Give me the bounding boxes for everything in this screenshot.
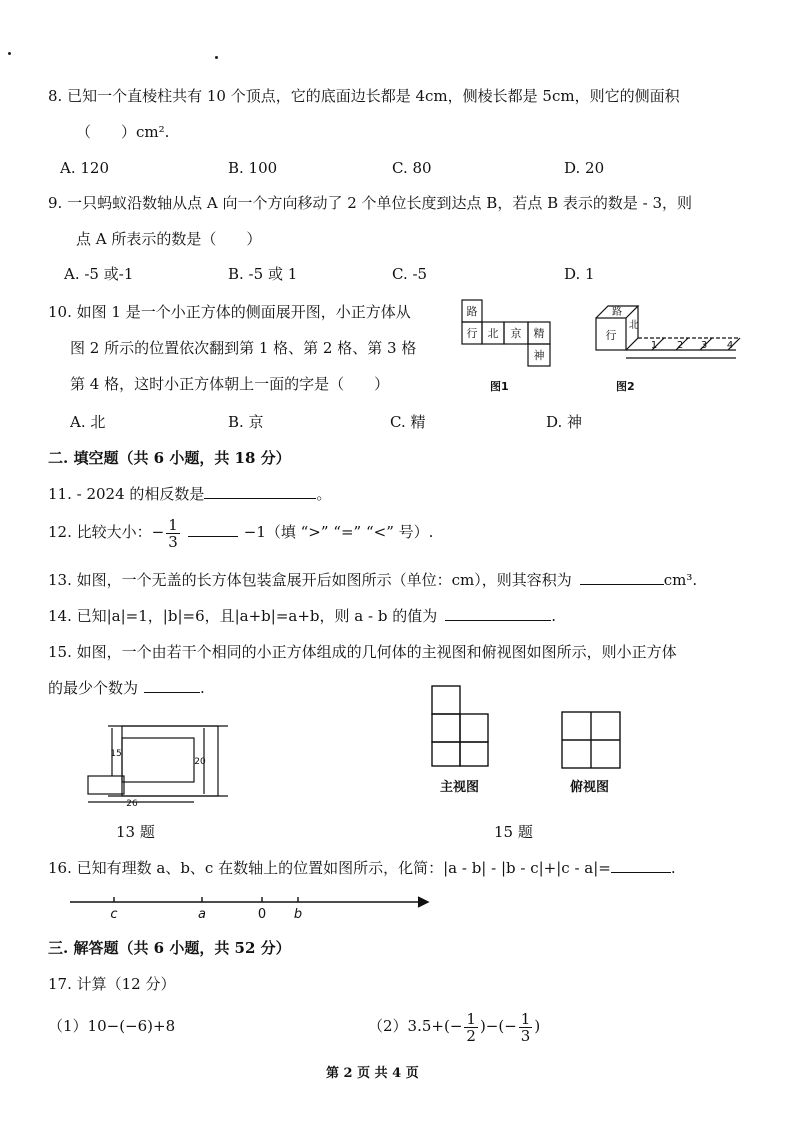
top-view-caption: 俯视图	[570, 780, 610, 795]
cube-grid-figure	[590, 298, 750, 370]
q13-answer-blank	[580, 570, 664, 585]
q11	[48, 484, 331, 504]
box-net-figure	[78, 716, 228, 808]
q15-line2-text: 的最少个数为	[48, 679, 139, 697]
cube-net-figure	[458, 296, 558, 370]
net-char-lu: 路	[466, 305, 478, 318]
scan-speck	[8, 52, 11, 55]
q14-text: 14. 已知|a|=1，|b|=6，且|a+b|=a+b，则 a - b 的值为	[48, 607, 438, 625]
q10-option-a: A. 北	[70, 413, 106, 431]
q17-part2-prefix: （2）3.5+(−	[368, 1017, 463, 1035]
q10-line2: 图 2 所示的位置依次翻到第 1 格、第 2 格、第 3 格	[70, 339, 417, 357]
q9-option-d: D. 1	[564, 265, 595, 283]
q9-option-b: B. -5 或 1	[228, 265, 298, 283]
q14-answer-blank	[445, 606, 551, 621]
cube-side-char: 北	[629, 320, 639, 331]
scan-speck	[215, 56, 218, 59]
q13-text: 13. 如图，一个无盖的长方体包装盒展开后如图所示（单位：cm），则其容积为	[48, 571, 572, 589]
q9-option-a: A. -5 或-1	[64, 265, 134, 283]
grid-label-3: 3	[700, 340, 708, 351]
q17-frac-a	[464, 1011, 478, 1044]
q14	[48, 606, 556, 626]
q10-line3: 第 4 格，这时小正方体朝上一面的字是（ ）	[70, 375, 390, 393]
axis-label-b: b	[293, 907, 303, 922]
q10-option-b: B. 京	[228, 413, 264, 431]
fig2-caption: 图2	[616, 380, 635, 393]
q10-option-d: D. 神	[546, 413, 583, 431]
q9-option-c: C. -5	[392, 265, 428, 283]
q12-answer-blank	[188, 522, 238, 537]
front-view-caption: 主视图	[440, 780, 480, 795]
section2-heading: 二. 填空题（共 6 小题，共 18 分）	[48, 449, 291, 467]
q17-frac-b	[519, 1011, 533, 1044]
q11-answer-blank	[204, 484, 316, 499]
page-footer: 第 2 页 共 4 页	[326, 1066, 419, 1081]
q14-end: .	[551, 607, 556, 625]
q12-fraction	[166, 517, 180, 550]
q13-unit: cm³.	[663, 571, 698, 589]
axis-label-a: a	[198, 907, 206, 922]
q8-option-c: C. 80	[392, 159, 432, 177]
q17-part2-mid: )−(−	[479, 1017, 517, 1035]
q17-frac-a-num: 1	[466, 1009, 476, 1028]
q17-part2-end: )	[534, 1017, 541, 1035]
q17-frac-b-num: 1	[520, 1009, 531, 1028]
q11-text: 11. - 2024 的相反数是	[48, 485, 205, 503]
q11-end: 。	[316, 485, 332, 503]
q8-option-b: B. 100	[228, 159, 278, 177]
dim-label-26: 26	[126, 799, 138, 808]
q16	[48, 858, 676, 878]
grid-label-1: 1	[650, 340, 658, 351]
q17-part1: （1）10−(−6)+8	[48, 1017, 176, 1035]
q12-prefix: 12. 比较大小：−	[48, 523, 165, 541]
net-char-shen: 神	[533, 349, 545, 362]
cube-front-char: 行	[605, 329, 617, 342]
q15-line2	[48, 678, 205, 698]
q17-frac-a-den: 2	[466, 1026, 476, 1045]
q12-frac-num: 1	[168, 515, 178, 534]
q15-answer-blank	[144, 678, 200, 693]
axis-label-c: c	[110, 907, 118, 922]
q17-title: 17. 计算（12 分）	[48, 975, 176, 993]
q17-part2	[368, 1008, 540, 1044]
net-char-jing: 京	[510, 327, 522, 340]
q10-line1: 10. 如图 1 是一个小正方体的侧面展开图，小正方体从	[48, 303, 411, 321]
q12	[48, 514, 433, 550]
net-char-bei: 北	[487, 327, 499, 340]
fig15-caption: 15 题	[494, 823, 533, 841]
q15-line1: 15. 如图，一个由若干个相同的小正方体组成的几何体的主视图和俯视图如图所示，则小正方体	[48, 643, 677, 661]
q12-frac-den: 3	[168, 532, 178, 551]
net-char-jing2: 精	[533, 327, 545, 340]
q8-option-d: D. 20	[564, 159, 605, 177]
q9-line2: 点 A 所表示的数是（ ）	[76, 230, 262, 248]
q16-answer-blank	[611, 858, 671, 873]
q16-text: 16. 已知有理数 a、b、c 在数轴上的位置如图所示，化简：|a - b| - |b - c|+|c - a|=	[48, 859, 611, 877]
q8-line1: 8. 已知一个直棱柱共有 10 个顶点，它的底面边长都是 4cm，侧棱长都是 5cm，则它的侧面积	[48, 87, 680, 105]
q8-line2: （ ）cm².	[76, 123, 170, 141]
q10-option-c: C. 精	[390, 413, 426, 431]
axis-label-zero: 0	[257, 907, 267, 922]
fig13-caption: 13 题	[116, 823, 155, 841]
section3-heading: 三. 解答题（共 6 小题，共 52 分）	[48, 939, 291, 957]
cube-top-char: 路	[612, 307, 622, 318]
front-view-figure	[428, 680, 490, 768]
dim-label-15: 15	[110, 749, 122, 759]
q15-end: .	[200, 679, 205, 697]
q12-suffix: −1（填 “>” “=” “<” 号）.	[243, 523, 434, 541]
fig1-caption: 图1	[490, 380, 509, 393]
grid-label-2: 2	[676, 340, 684, 351]
q17-frac-b-den: 3	[520, 1026, 531, 1045]
net-char-xing: 行	[466, 327, 478, 340]
q16-end: .	[670, 859, 676, 877]
q13	[48, 570, 697, 590]
top-view-figure	[560, 708, 624, 770]
q9-line1: 9. 一只蚂蚁沿数轴从点 A 向一个方向移动了 2 个单位长度到达点 B，若点 B 表示的数是 - 3，则	[48, 194, 693, 212]
q8-option-a: A. 120	[60, 159, 109, 177]
grid-label-4: 4	[726, 340, 734, 351]
number-line-figure	[66, 888, 438, 922]
dim-label-20: 20	[194, 757, 206, 767]
